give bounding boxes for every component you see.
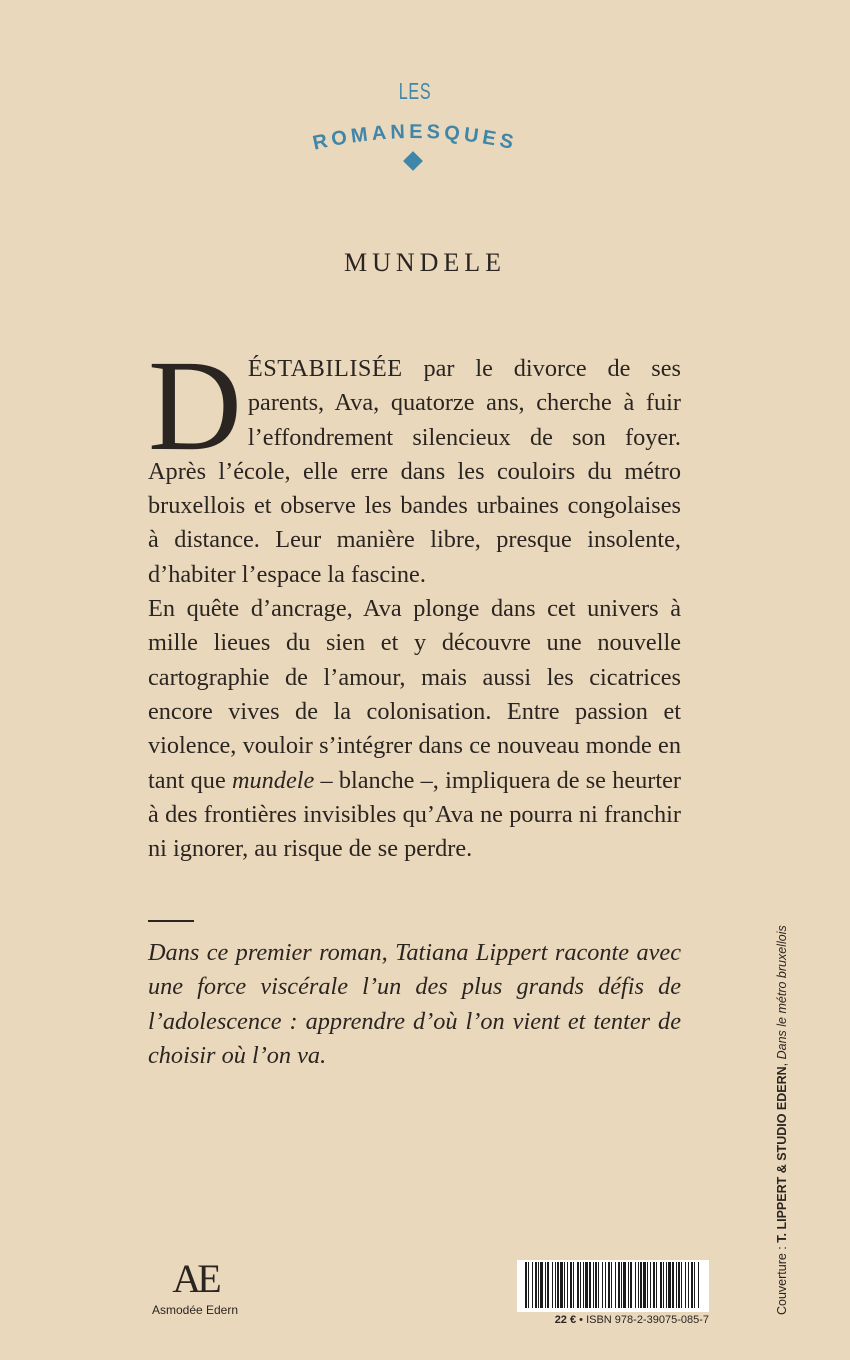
section-divider xyxy=(148,920,194,922)
tagline xyxy=(148,936,681,1073)
blurb xyxy=(148,334,681,866)
isbn-number: • ISBN 978-2-39075-085-7 xyxy=(576,1314,709,1326)
blurb-paragraph-2 xyxy=(148,592,681,866)
publisher-name: Asmodée Edern xyxy=(151,1303,239,1317)
tagline-text: Dans ce premier roman, Tatiana Lippert raconte avec une force viscérale l’un des plus grands défis de l’adolescence : apprendre d’où l’on vient et tenter de choisir où l’on va. xyxy=(148,939,681,1069)
credits-separator: , xyxy=(775,1059,789,1067)
blurb-lead: ÉSTABILISÉE xyxy=(247,355,403,382)
blurb-paragraph-2-before: En quête d’ancrage, Ava plonge dans cet univers à mille lieues du sien et y découvre une nouvelle cartographie de l’amour, mais aussi les cicatrices encore vives de la colonisation. Entre passion et violence, vouloir s’intégrer dans ce nouveau monde en tant que xyxy=(148,595,681,794)
blurb-paragraph-2-after: – blanche –, impliquera de se heurter à des frontières invisibles qu’Ava ne pourra ni franchir ni ignorer, au risque de se perdre. xyxy=(148,766,681,863)
barcode-icon xyxy=(517,1260,709,1312)
price: 22 € xyxy=(554,1314,577,1326)
cover-credits xyxy=(775,925,789,1315)
book-title: MUNDELE xyxy=(343,248,507,277)
series-logo xyxy=(290,78,540,178)
drop-cap: D xyxy=(148,334,242,478)
publisher-logo xyxy=(150,1255,240,1325)
barcode-box xyxy=(517,1260,709,1328)
credits-label: Couverture : xyxy=(775,1242,789,1315)
blurb-mundele-italic: mundele xyxy=(231,766,315,794)
series-logo-romanesques: ROMANESQUES xyxy=(310,120,520,155)
credits-caption: Dans le métro bruxellois xyxy=(775,925,789,1060)
svg-text:ROMANESQUES xyxy=(311,121,519,155)
series-logo-arc xyxy=(290,98,540,158)
blurb-paragraph-1 xyxy=(148,334,681,592)
publisher-mark: AE xyxy=(172,1256,218,1301)
price-isbn xyxy=(517,1314,709,1326)
blurb-paragraph-1-text: par le divorce de ses parents, Ava, quatorze ans, cherche à fuir l’effondrement silencieux de son foyer. Après l’école, elle erre dans les couloirs du métro bruxellois et observe les bandes urbaines congolaises à distance. Leur manière libre, presque insolente, d’habiter l’espace la fascine. xyxy=(148,355,681,588)
series-logo-les: LES xyxy=(398,78,432,104)
credits-authors: T. LIPPERT & STUDIO EDERN xyxy=(775,1066,789,1243)
